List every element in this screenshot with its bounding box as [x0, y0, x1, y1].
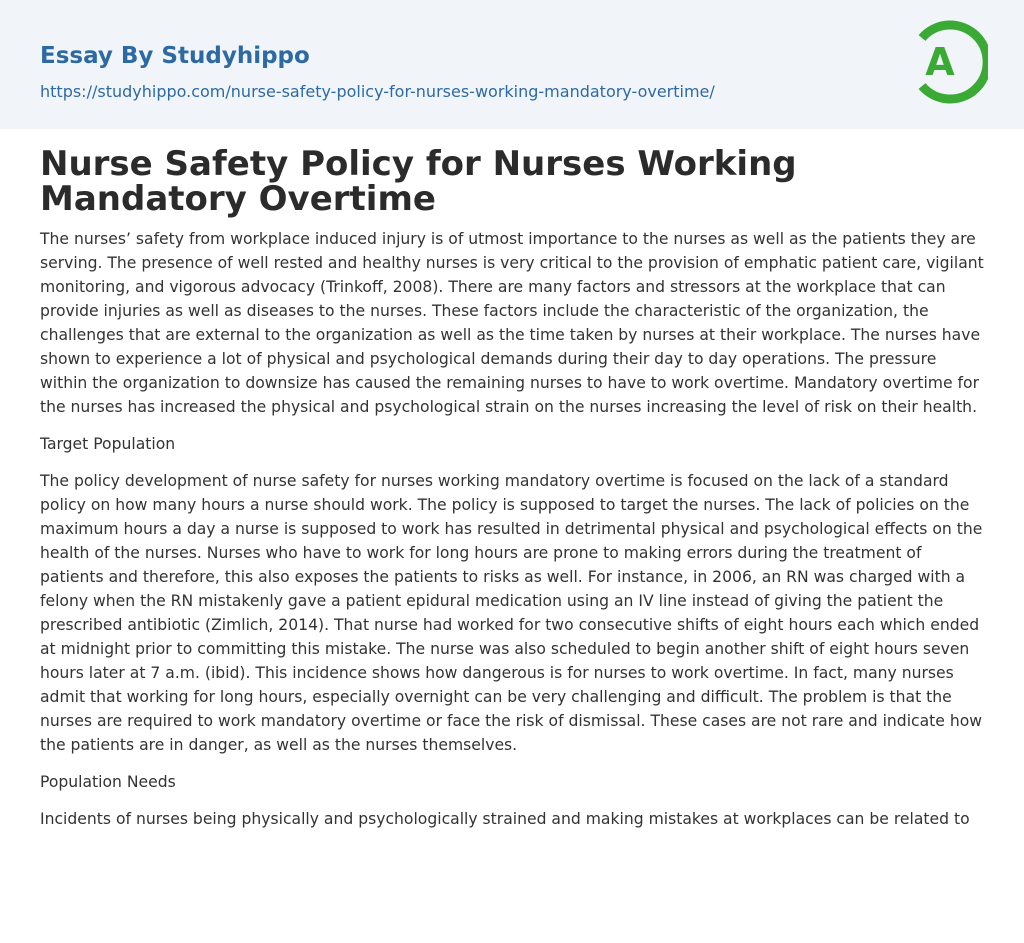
studyhippo-logo-icon[interactable] — [912, 18, 988, 106]
source-url-link[interactable]: https://studyhippo.com/nurse-safety-policy-for-nurses-working-mandatory-overtime/ — [40, 82, 715, 101]
section-heading-population-needs: Population Needs — [40, 773, 176, 791]
page-title: Nurse Safety Policy for Nurses Working Mandatory Overtime — [40, 144, 797, 219]
intro-paragraph: The nurses’ safety from workplace induced injury is of utmost importance to the nurses as well as the patients they are serving. The presence of well rested and healthy nurses is very critical to the provision of emphatic patient care, vigilant monitoring, and vigorous advocacy (Trinkoff, 2008). There are many factors and stressors at the workplace that can provide injuries as well as diseases to the nurses. These factors include the characteristic of the organization, the challenges that are external to the organization as well as the time taken by nurses at their workplace. The nurses have shown to experience a lot of physical and psychological demands during their day to day operations. The pressure within the organization to downsize has caused the remaining nurses to have to work overtime. Mandatory overtime for the nurses has increased the physical and psychological strain on the nurses increasing the level of risk on their health. — [40, 230, 984, 416]
population-needs-paragraph: Incidents of nurses being physically and psychologically strained and making mistakes at workplaces can be related to — [40, 810, 970, 828]
brand-title[interactable]: Essay By Studyhippo — [40, 43, 310, 69]
target-population-paragraph: The policy development of nurse safety for nurses working mandatory overtime is focused on the lack of a standard policy on how many hours a nurse should work. The policy is supposed to target the nurses. The lack of policies on the maximum hours a day a nurse is supposed to work has resulted in detrimental physical and psychological effects on the health of the nurses. Nurses who have to work for long hours are prone to making errors during the treatment of patients and therefore, this also exposes the patients to risks as well. For instance, in 2006, an RN was charged with a felony when the RN mistakenly gave a patient epidural medication using an IV line instead of giving the patient the prescribed antibiotic (Zimlich, 2014). That nurse had worked for two consecutive shifts of eight hours each which ended at midnight prior to committing this mistake. The nurse was also scheduled to begin another shift of eight hours seven hours later at 7 a.m. (ibid). This incidence shows how dangerous is for nurses to work overtime. In fact, many nurses admit that working for long hours, especially overnight can be very challenging and difficult. The problem is that the nurses are required to work mandatory overtime or face the risk of dismissal. These cases are not rare and indicate how the patients are in danger, as well as the nurses themselves. — [40, 472, 983, 754]
site-header — [0, 0, 1024, 129]
section-heading-target-population: Target Population — [40, 435, 176, 453]
article-body — [0, 129, 1024, 831]
logo-letter: A — [925, 40, 955, 84]
